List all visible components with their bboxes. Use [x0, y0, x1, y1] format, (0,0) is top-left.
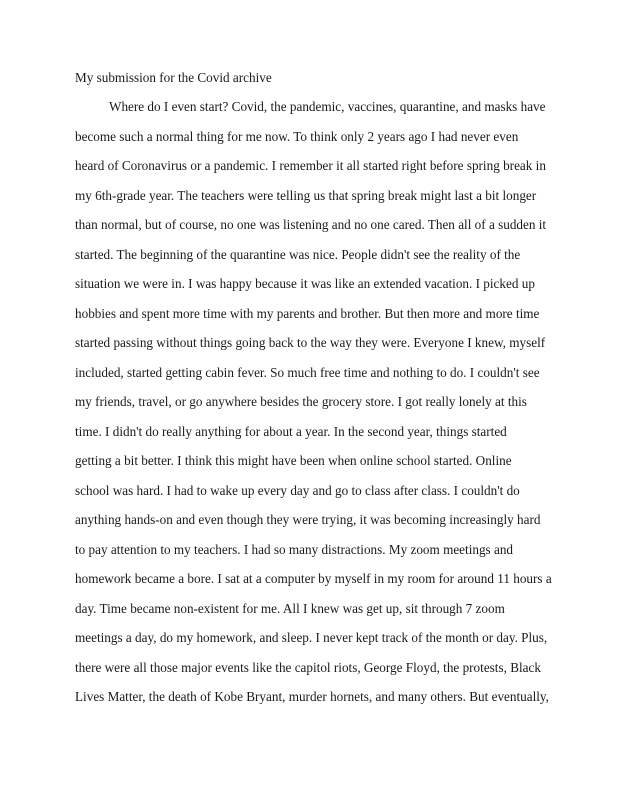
body-line: homework became a bore. I sat at a computer by myself in my room for around 11 hours a	[75, 571, 552, 586]
body-line: anything hands-on and even though they were trying, it was becoming increasingly hard	[75, 512, 541, 527]
body-line: there were all those major events like the capitol riots, George Floyd, the protests, Black	[75, 659, 541, 675]
body-line: meetings a day, do my homework, and sleep. I never kept track of the month or day. Plus,	[75, 630, 548, 645]
body-line: included, started getting cabin fever. So much free time and nothing to do. I couldn't see	[75, 364, 540, 380]
body-line: situation we were in. I was happy because it was like an extended vacation. I picked up	[75, 276, 535, 291]
body-line: heard of Coronavirus or a pandemic. I remember it all started right before spring break in	[75, 158, 546, 173]
body-line: day. Time became non-existent for me. All I knew was get up, sit through 7 zoom	[75, 600, 505, 616]
body-line: Where do I even start? Covid, the pandemic, vaccines, quarantine, and masks have	[109, 99, 546, 114]
body-line: my friends, travel, or go anywhere besides the grocery store. I got really lonely at this	[75, 394, 527, 409]
document-title: My submission for the Covid archive	[75, 70, 272, 85]
body-line: started. The beginning of the quarantine was nice. People didn't see the reality of the	[75, 246, 521, 262]
body-line: hobbies and spent more time with my parents and brother. But then more and more time	[75, 305, 540, 321]
body-line: started passing without things going back to the way they were. Everyone I knew, myself	[75, 335, 546, 350]
body-line: my 6th-grade year. The teachers were telling us that spring break might last a bit longer	[75, 187, 537, 203]
body-line: Lives Matter, the death of Kobe Bryant, murder hornets, and many others. But eventually,	[75, 689, 549, 704]
body-line: to pay attention to my teachers. I had so many distractions. My zoom meetings and	[75, 541, 514, 557]
body-line: school was hard. I had to wake up every day and go to class after class. I couldn't do	[75, 482, 520, 498]
body-line: than normal, but of course, no one was listening and no one cared. Then all of a sudden it	[75, 217, 547, 232]
body-line: time. I didn't do really anything for about a year. In the second year, things started	[75, 423, 507, 439]
body-line: getting a bit better. I think this might have been when online school started. Online	[75, 453, 512, 468]
body-line: become such a normal thing for me now. To think only 2 years ago I had never even	[75, 128, 519, 144]
